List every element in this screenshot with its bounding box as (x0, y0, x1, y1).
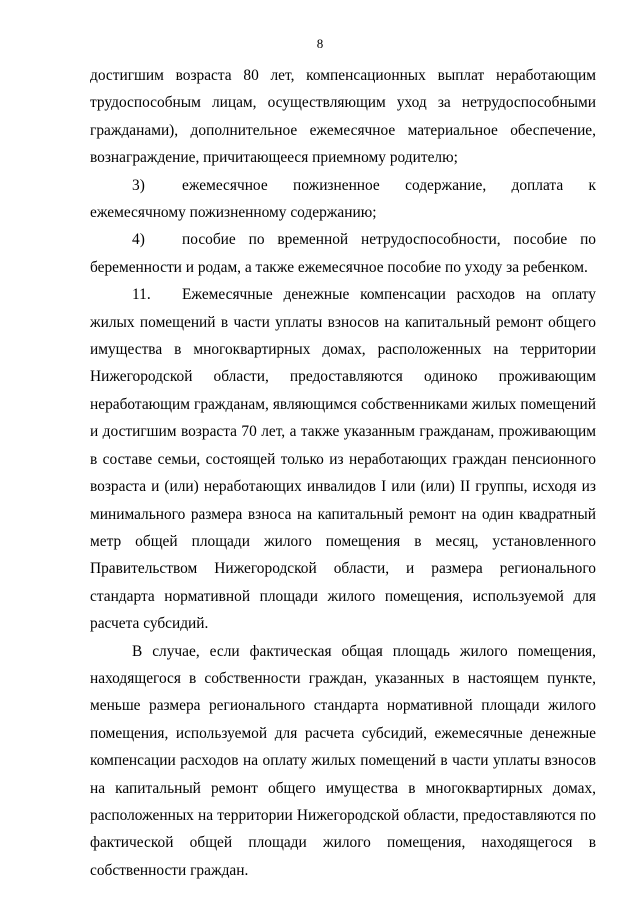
paragraph-text: достигшим возраста 80 лет, компенсационных выплат неработающим трудоспособным лицам, осуществляющим уход за нетрудоспособными гражданами), дополнительное ежемесячное материальное обеспечение, вознаграждение, причитающееся приемному родителю; (90, 67, 596, 167)
list-item-text: пособие по временной нетрудоспособности, пособие по беременности и родам, а также ежемесячное пособие по уходу за ребенком. (90, 231, 596, 276)
list-item-number: 4) (132, 231, 145, 249)
clause-11 (90, 281, 596, 637)
clause-number: 11. (132, 286, 151, 304)
page-number: 8 (316, 36, 324, 51)
list-item-number: 3) (132, 176, 145, 194)
paragraph-in-case (90, 638, 596, 885)
list-item-text: ежемесячное пожизненное содержание, доплата к ежемесячному пожизненному содержанию; (90, 176, 596, 222)
list-item-3 (90, 172, 596, 227)
list-item-4 (90, 226, 596, 281)
clause-text: Ежемесячные денежные компенсации расходов на оплату жилых помещений в части уплаты взносов на капитальный ремонт общего имущества в многоквартирных домах, расположенных на территории Нижегородской области, предоставляются одиноко проживающим неработающим гражданам, являющимся собственниками жилых помещений и достигшим возраста 70 лет, а также указанным гражданам, проживающим в составе семьи, состоящей только из неработающих граждан пенсионного возраста и (или) неработающих инвалидов I или (или) II группы, исходя из минимального размера взноса на капитальный ремонт на один квадратный метр общей площади жилого помещения в месяц, установленного Правительством Нижегородской области, и размера регионального стандарта нормативной площади жилого помещения, используемой для расчета субсидий. (90, 286, 596, 633)
paragraph-text: В случае, если фактическая общая площадь жилого помещения, находящегося в собственности граждан, указанных в настоящем пункте, меньше размера регионального стандарта нормативной площади жилого помещения, используемой для расчета субсидий, ежемесячные денежные компенсации расходов на оплату жилых помещений в части уплаты взносов на капитальный ремонт общего имущества в многоквартирных домах, расположенных на территории Нижегородской области, предоставляются по фактической общей площади жилого помещения, находящегося в собственности граждан. (90, 642, 596, 879)
document-body (90, 62, 596, 884)
paragraph-continuation (90, 62, 596, 172)
